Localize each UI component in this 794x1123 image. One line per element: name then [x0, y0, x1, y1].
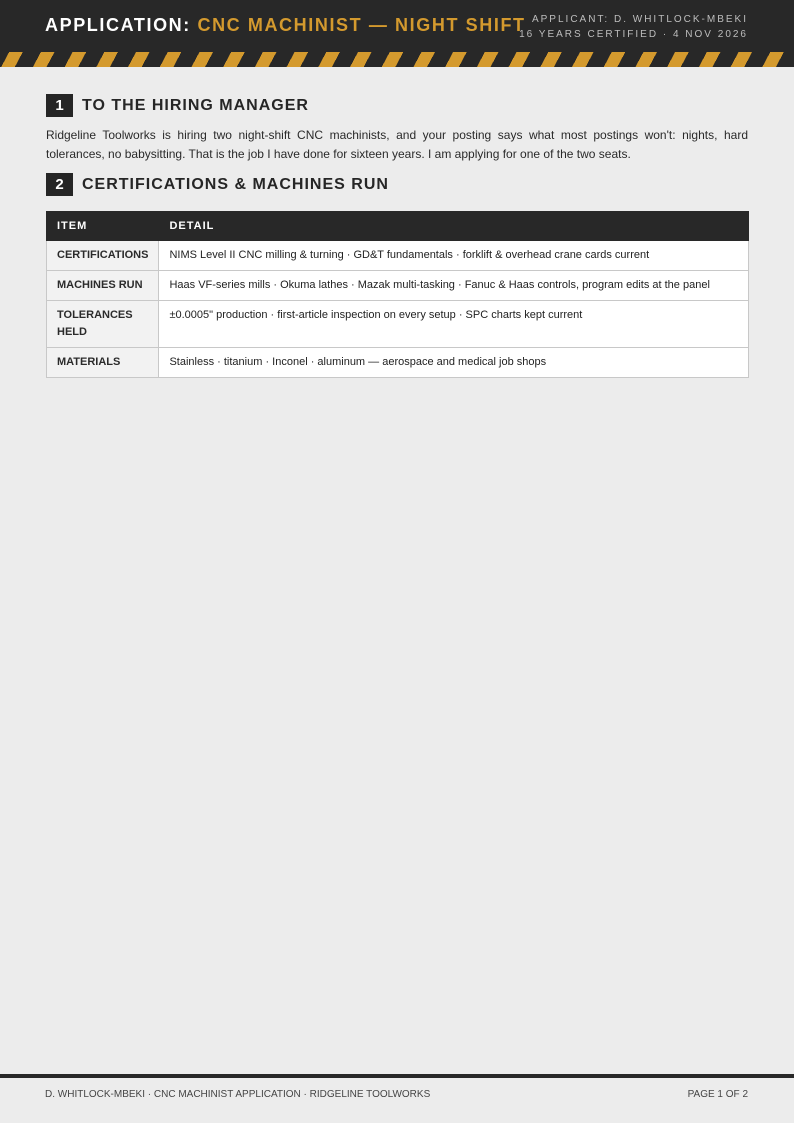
- section-1-heading: [46, 94, 309, 117]
- row-item: MACHINES RUN: [47, 271, 159, 301]
- certifications-table: [46, 211, 749, 378]
- section-title: TO THE HIRING MANAGER: [82, 96, 309, 114]
- table-header-row: [47, 212, 749, 241]
- row-item: TOLERANCES HELD: [47, 301, 159, 348]
- row-detail: ±0.0005" production · first-article inspection on every setup · SPC charts kept current: [159, 301, 749, 348]
- row-item: MATERIALS: [47, 348, 159, 378]
- page-footer: [0, 1074, 794, 1100]
- column-header-item: ITEM: [47, 212, 159, 241]
- row-item: CERTIFICATIONS: [47, 241, 159, 271]
- row-detail: Stainless · titanium · Inconel · aluminum — aerospace and medical job shops: [159, 348, 749, 378]
- row-detail: NIMS Level II CNC milling & turning · GD&T fundamentals · forklift & overhead crane cards current: [159, 241, 749, 271]
- section-number-badge: 2: [46, 173, 73, 196]
- page-header: [0, 0, 794, 67]
- table-row: [47, 348, 749, 378]
- cover-letter-paragraph: Ridgeline Toolworks is hiring two night-shift CNC machinists, and your posting says what most postings won't: nights, hard tolerances, no babysitting. That is the job I have done for sixteen years. I am applying for one of the two seats.: [46, 128, 748, 161]
- certification-date: 16 YEARS CERTIFIED · 4 NOV 2026: [519, 29, 748, 40]
- page-number: PAGE 1 OF 2: [687, 1089, 748, 1100]
- applicant-name: APPLICANT: D. WHITLOCK-MBEKI: [531, 14, 748, 25]
- title-role: CNC MACHINIST — NIGHT SHIFT: [197, 15, 526, 35]
- applicant-meta: [519, 12, 748, 42]
- section-2-heading: [46, 173, 389, 196]
- table-row: [47, 241, 749, 271]
- document-title: [45, 15, 526, 36]
- title-prefix: APPLICATION:: [45, 15, 191, 35]
- row-detail: Haas VF-series mills · Okuma lathes · Mazak multi-tasking · Fanuc & Haas controls, program edits at the panel: [159, 271, 749, 301]
- table-row: [47, 301, 749, 348]
- column-header-detail: DETAIL: [159, 212, 749, 241]
- footer-document-label: D. WHITLOCK-MBEKI · CNC MACHINIST APPLICATION · RIDGELINE TOOLWORKS: [45, 1089, 431, 1100]
- section-number-badge: 1: [46, 94, 73, 117]
- table-row: [47, 271, 749, 301]
- section-title: CERTIFICATIONS & MACHINES RUN: [82, 175, 389, 193]
- hazard-stripe-band: [0, 52, 794, 67]
